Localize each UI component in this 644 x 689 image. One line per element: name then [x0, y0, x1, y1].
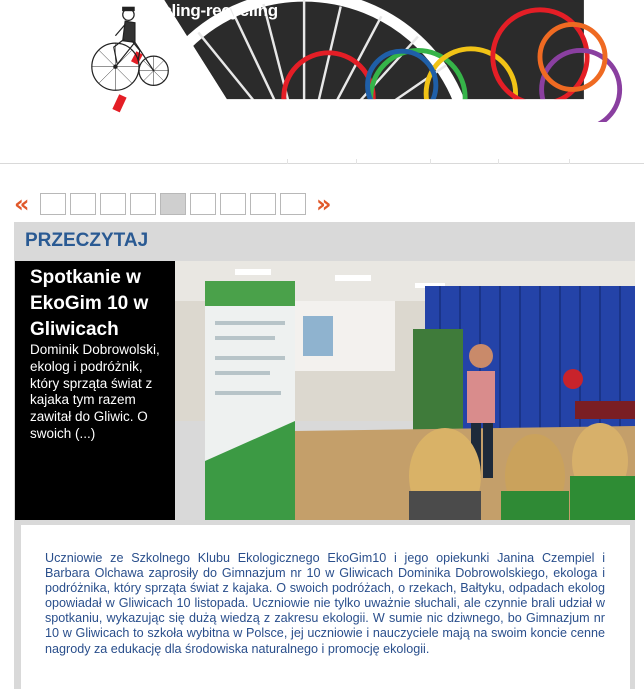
prev-arrow-button[interactable]: «: [14, 190, 30, 218]
feature-text-panel: [15, 261, 175, 520]
section-title: PRZECZYTAJ: [25, 230, 149, 251]
pager-page-button[interactable]: [160, 193, 186, 215]
article-body: [21, 525, 630, 689]
pager-page-button[interactable]: [190, 193, 216, 215]
nav-separator: [430, 159, 431, 164]
feature-photo[interactable]: [175, 261, 635, 520]
pager-page-button[interactable]: [70, 193, 96, 215]
feature-summary: Dominik Dobrowolski, ekolog i podróżnik, który sprząta świat z kajaka tym razem zawitał do Gliwic. O swoich (...): [30, 342, 160, 441]
pager-page-button[interactable]: [250, 193, 276, 215]
site-header: [0, 0, 644, 150]
nav-divider: [0, 163, 644, 164]
featured-article[interactable]: [15, 261, 635, 520]
site-brand-logo[interactable]: cycling-recycling: [144, 1, 278, 20]
article-text: Uczniowie ze Szkolnego Klubu Ekologicznego EkoGim10 i jego opiekunki Janina Czempiel i Barbara Olchawa zaprosiły do Gimnazjum nr 10 w Gliwicach Dominika Dobrowolskiego, ekologa i podróżnika, który sprząta świat z kajaka. O swoich podróżach, o rzekach, Bałtyku, odpadach ekolog opowiadał w Gliwicach 10 listopada. Uczniowie nie tylko uważnie słuchali, ale czynnie brali udział w spotkaniu, wykazując się dużą wiedzą z zakresu ekologii. W sumie nic dziwnego, bo Gimnazjum nr 10 w Gliwicach to szkoła wybitna w Polsce, jej uczniowie i nauczyciele mają na swoim koncie cenne nagrody za edukację dla środowiska naturalnego i promocję ekologii.: [45, 551, 605, 656]
pager-page-button[interactable]: [220, 193, 246, 215]
pager-page-button[interactable]: [100, 193, 126, 215]
nav-separator: [287, 159, 288, 164]
read-section: [14, 222, 635, 689]
header-banner: [0, 0, 644, 122]
pager-page-button[interactable]: [40, 193, 66, 215]
nav-separator: [569, 159, 570, 164]
next-arrow-button[interactable]: »: [316, 190, 332, 218]
nav-separator: [356, 159, 357, 164]
feature-title-link[interactable]: Spotkanie w EkoGim 10 w Gliwicach: [30, 267, 149, 340]
pager-page-button[interactable]: [280, 193, 306, 215]
nav-separator: [498, 159, 499, 164]
pager-page-button[interactable]: [130, 193, 156, 215]
